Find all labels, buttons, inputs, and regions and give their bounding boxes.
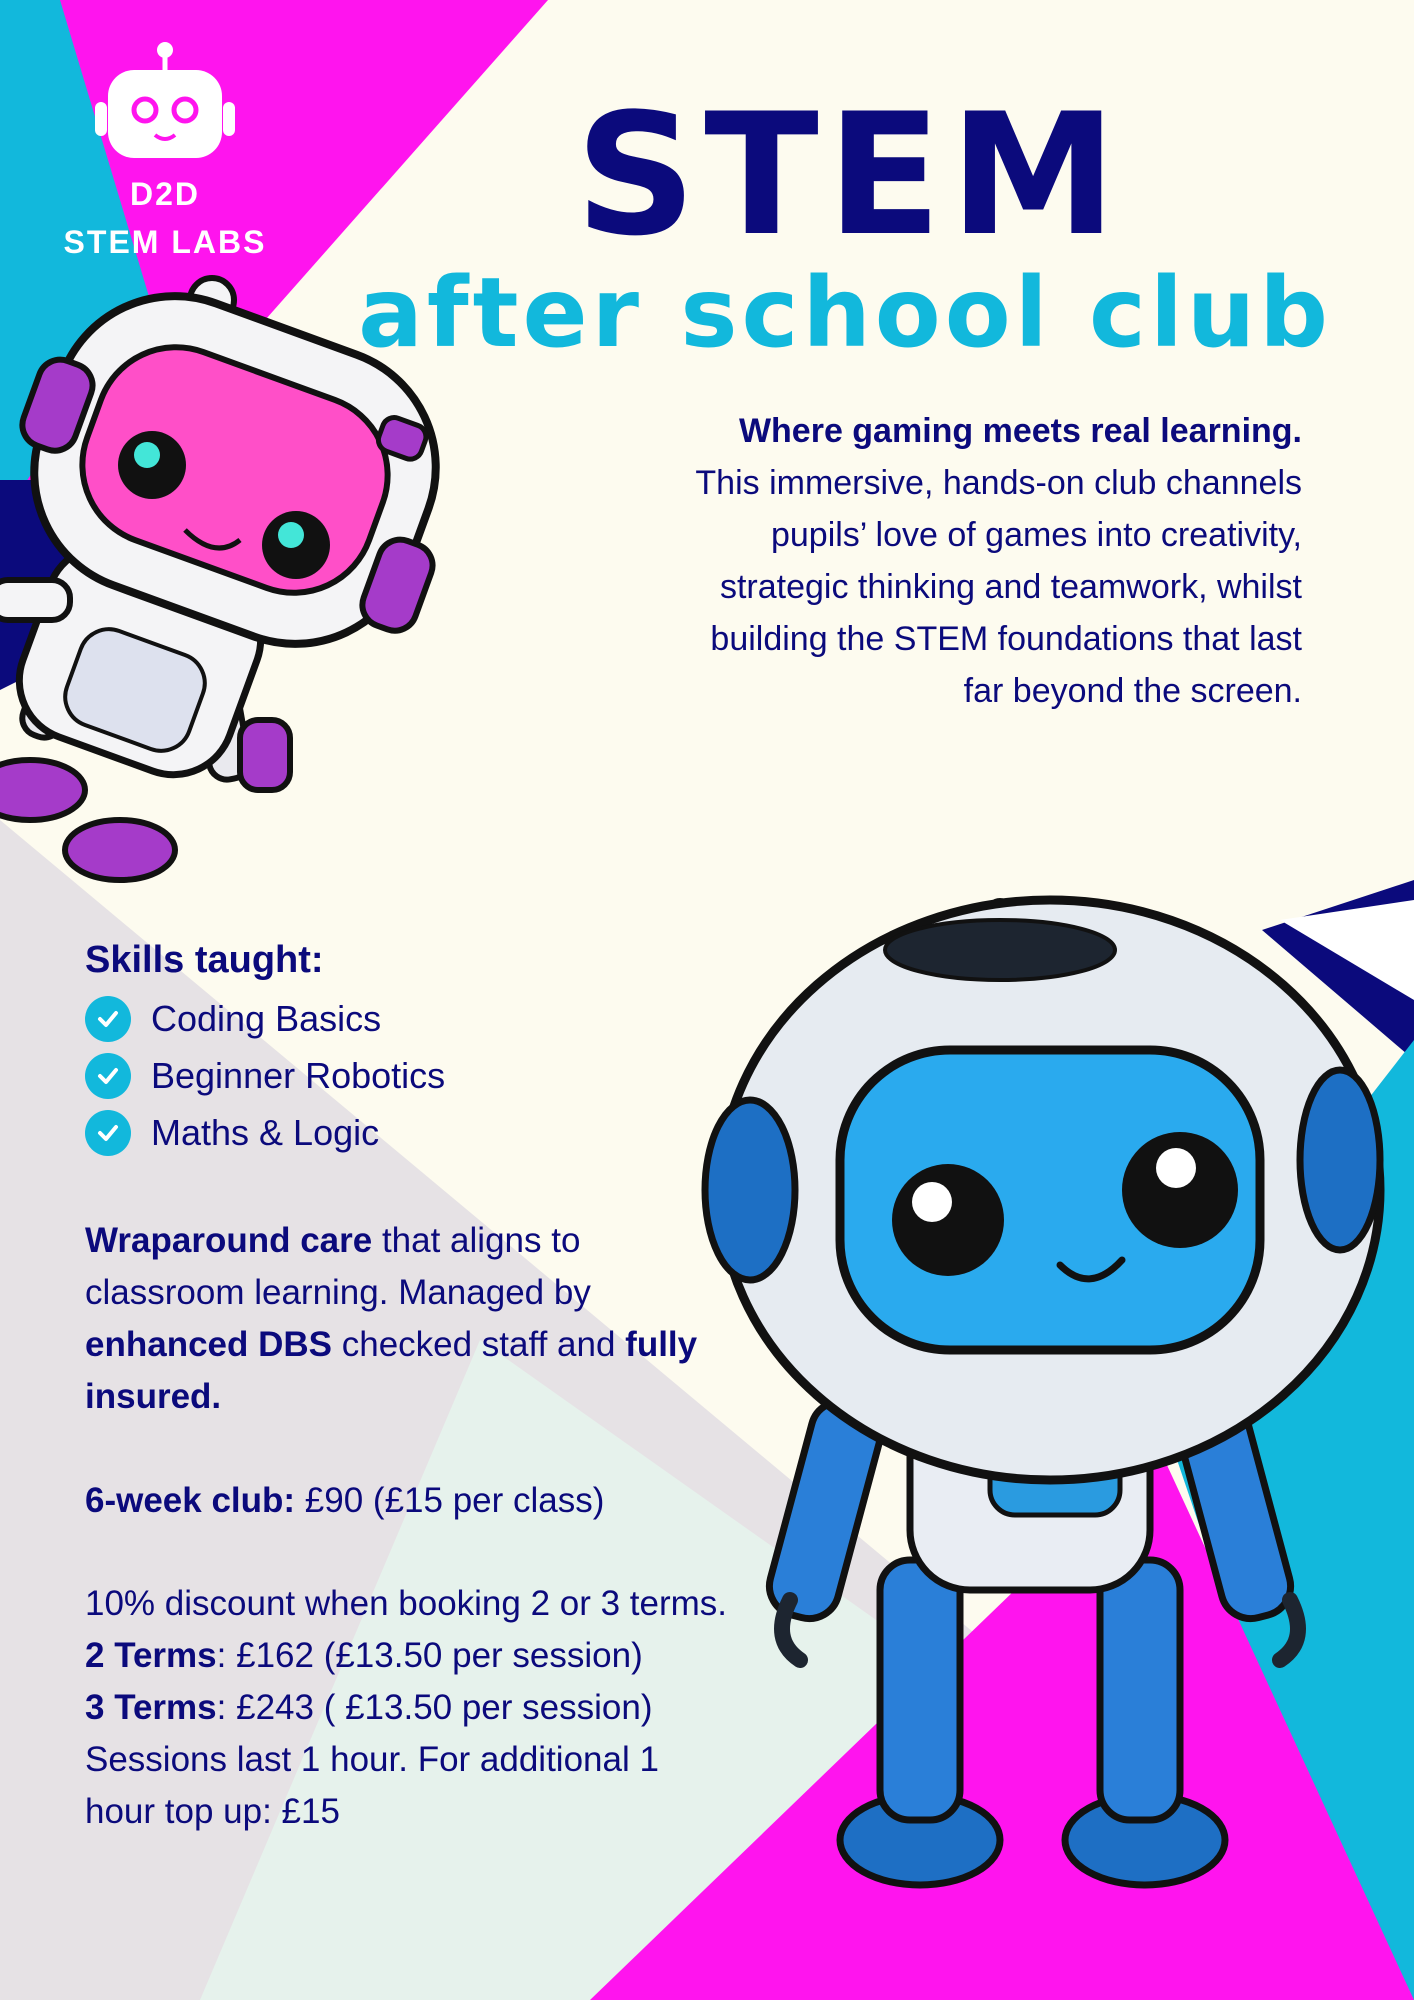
- care-paragraph: [85, 1215, 745, 1423]
- check-circle-icon: [85, 1110, 131, 1156]
- three-terms-label: 3 Terms: [85, 1688, 217, 1727]
- care-text: checked staff and: [332, 1325, 626, 1364]
- intro-line: pupils’ love of games into creativity,: [770, 516, 1302, 554]
- three-terms-line: [85, 1682, 785, 1734]
- list-item: [85, 990, 685, 1047]
- robot-head-icon: [90, 40, 240, 165]
- session-note: Sessions last 1 hour. For additional 1: [85, 1740, 659, 1779]
- care-highlight: Wraparound care: [85, 1221, 373, 1260]
- skill-label: Coding Basics: [151, 997, 382, 1039]
- skill-label: Beginner Robotics: [151, 1054, 446, 1096]
- care-text: that aligns to: [372, 1221, 581, 1260]
- brand-logo: [40, 40, 290, 266]
- dbs-highlight: enhanced DBS: [85, 1325, 332, 1364]
- terms-pricing: [85, 1578, 785, 1838]
- intro-line: strategic thinking and teamwork, whilst: [719, 568, 1302, 606]
- intro-line: building the STEM foundations that last: [710, 620, 1302, 658]
- two-terms-label: 2 Terms: [85, 1636, 217, 1675]
- intro-line: far beyond the screen.: [963, 672, 1302, 710]
- insured-highlight: insured.: [85, 1377, 222, 1416]
- insured-highlight: fully: [625, 1325, 698, 1364]
- skills-heading: Skills taught:: [85, 939, 324, 981]
- price-label: 6-week club:: [85, 1481, 296, 1520]
- brand-name-line2: STEM LABS: [63, 224, 267, 260]
- skills-list: [85, 930, 685, 1161]
- skill-label: Maths & Logic: [151, 1111, 380, 1153]
- session-note: hour top up: £15: [85, 1792, 340, 1831]
- intro-line: This immersive, hands-on club channels: [695, 464, 1302, 502]
- price-value: £90 (£15 per class): [295, 1481, 605, 1520]
- check-circle-icon: [85, 1053, 131, 1099]
- intro-lead: Where gaming meets real learning.: [738, 412, 1302, 450]
- care-text: classroom learning. Managed by: [85, 1273, 591, 1312]
- list-item: [85, 1104, 685, 1161]
- price-line: [85, 1475, 745, 1527]
- page-title: STEM: [575, 77, 1125, 273]
- two-terms-line: [85, 1630, 785, 1682]
- list-item: [85, 1047, 685, 1104]
- discount-note: 10% discount when booking 2 or 3 terms.: [85, 1584, 728, 1623]
- page-subtitle: after school club: [358, 257, 1332, 369]
- check-circle-icon: [85, 996, 131, 1042]
- brand-name-line1: D2D: [129, 176, 200, 212]
- three-terms-value: : £243 ( £13.50 per session): [216, 1688, 653, 1727]
- two-terms-value: : £162 (£13.50 per session): [216, 1636, 643, 1675]
- intro-paragraph: [560, 405, 1302, 717]
